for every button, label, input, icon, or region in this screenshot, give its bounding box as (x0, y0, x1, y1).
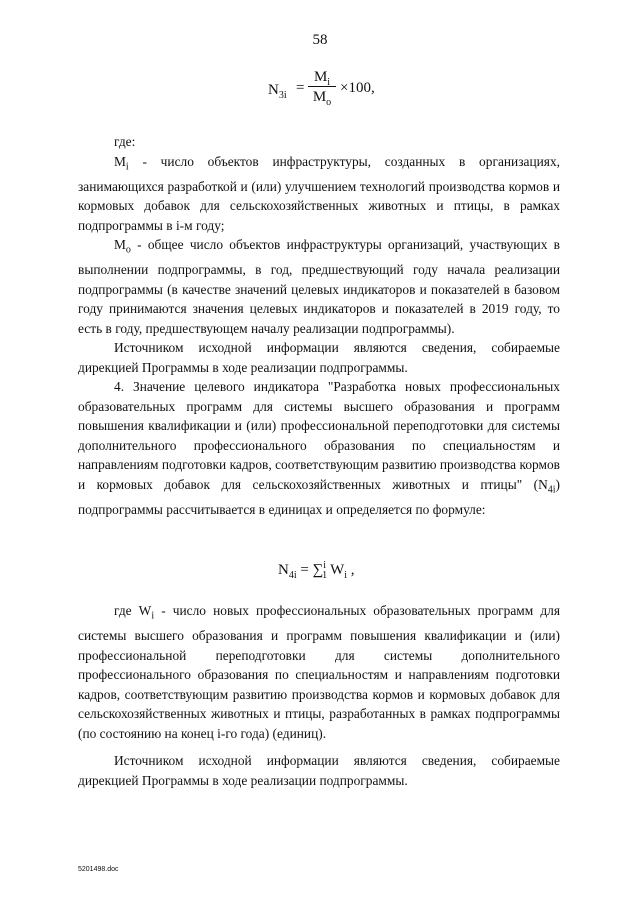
fraction-numerator: $M_i$ (313, 69, 331, 88)
body-text-2 (78, 601, 560, 790)
fraction-denominator: $M_o$ (312, 89, 332, 108)
formula-lhs: $N_{3i}$ (268, 82, 287, 101)
source-paragraph-2: Источником исходной информации являются сведения, собираемые дирекцией Программы в ходе реализации подпрограммы. (78, 753, 560, 788)
wi-definition: где $W_i$ - число новых профессиональных образовательных программ для системы высшего образования и программ повышения квалификации и (или) профессиональной переподготовки для системы дополнительного профессионального образования по специальностям и направлениям подготовки кадров, соответствующим развитию производства кормов и кормовых добавок для сельскохозяйственных животных и птицы, разработанных в рамках подпрограммы (по состоянию на конец i-го года) (единиц). (78, 603, 560, 741)
formula-fraction (308, 68, 336, 106)
body-text-1 (78, 132, 560, 520)
source-paragraph-1: Источником исходной информации являются сведения, собираемые дирекцией Программы в ходе реализации подпрограммы. (78, 340, 560, 375)
formula-equals: = (296, 80, 305, 96)
formula-n4i: $N_{4i} = \sum^i_1$ $W_i$ , (278, 560, 355, 581)
formula-multiplier: ×100, (340, 80, 375, 96)
fraction-bar (308, 86, 336, 87)
page-number: 58 (312, 32, 328, 48)
mi-definition: $M_i$ - число объектов инфраструктуры, созданных в организациях, занимающихся разработкой и (или) улучшением технологий производства кормов и кормовых добавок для сельскохозяйственных животных и птицы, в рамках подпрограммы в i-м году; (78, 153, 560, 233)
mo-definition: $M_о$ - общее число объектов инфраструктуры организаций, участвующих в выполнении подпрограммы, в год, предшествующий году начала реализации подпрограммы (в качестве значений целевых индикаторов и показателей в базовом году принимаются значения целевых индикаторов и показателей в 2019 году, то есть в году, предшествующем началу реализации подпрограммы). (78, 237, 560, 336)
indicator-4-paragraph: 4. Значение целевого индикатора "Разработка новых профессиональных образовательных программ для системы высшего образования и программ повышения квалификации и (или) профессиональной переподготовки для системы дополнительного профессионального образования по специальностям и направлениям подготовки кадров, соответствующим развитию производства кормов и кормовых добавок для сельскохозяйственных животных и птицы" $(N_{4i})$ подпрограммы рассчитывается в единицах и определяется по формуле: (78, 379, 560, 518)
where-label: где: (114, 134, 136, 149)
sigma-symbol: ∑ (312, 562, 324, 578)
footer-filename: 5201498.doc (78, 866, 119, 873)
